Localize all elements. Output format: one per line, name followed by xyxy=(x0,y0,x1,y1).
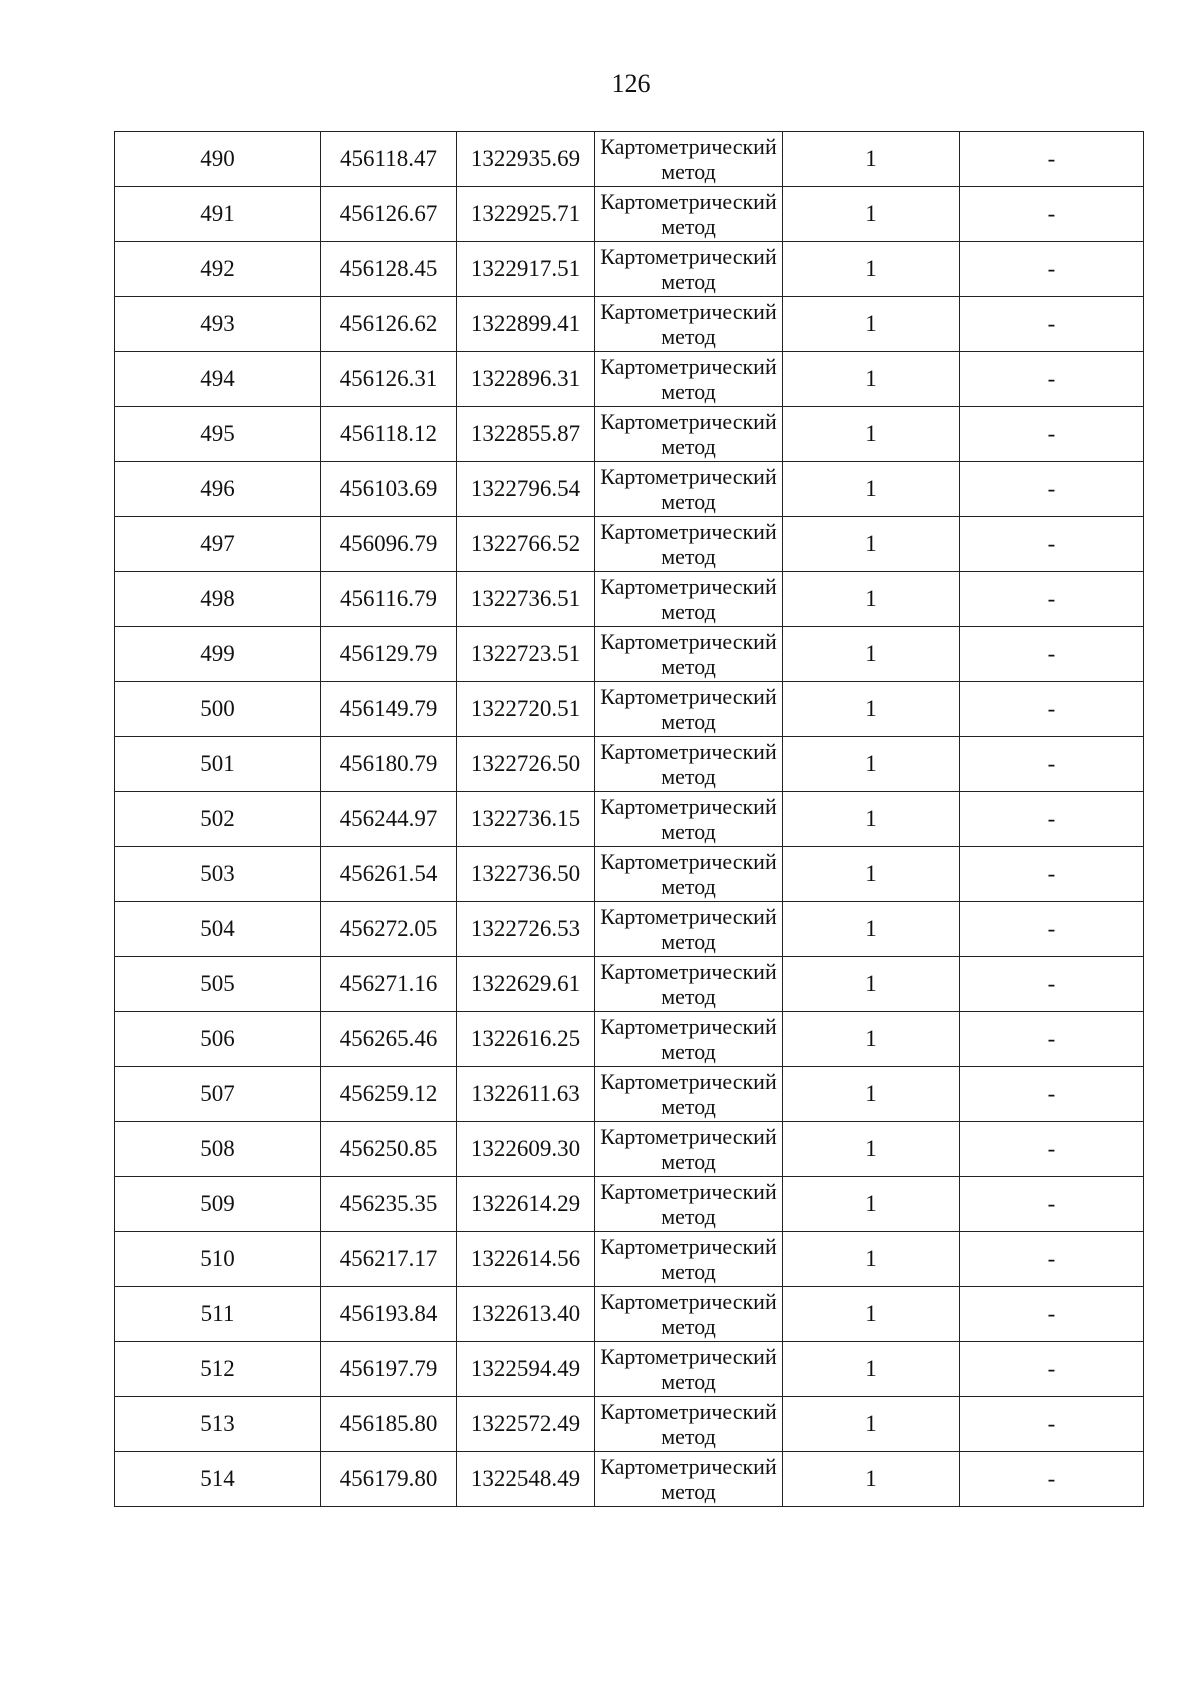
method-cell xyxy=(595,1452,783,1507)
x-coordinate-cell: 456118.47 xyxy=(321,132,457,187)
accuracy-cell: 1 xyxy=(783,462,960,517)
x-coordinate-cell: 456179.80 xyxy=(321,1452,457,1507)
table-row xyxy=(115,297,1144,352)
x-coordinate-cell: 456129.79 xyxy=(321,627,457,682)
method-text: Картометрический метод xyxy=(600,354,777,404)
note-cell: - xyxy=(960,792,1144,847)
y-coordinate-cell: 1322796.54 xyxy=(457,462,595,517)
y-coordinate-cell: 1322726.50 xyxy=(457,737,595,792)
point-number-cell: 492 xyxy=(115,242,321,297)
note-cell: - xyxy=(960,1012,1144,1067)
y-coordinate-cell: 1322720.51 xyxy=(457,682,595,737)
accuracy-cell: 1 xyxy=(783,627,960,682)
method-text: Картометрический метод xyxy=(600,1399,777,1449)
point-number-cell: 502 xyxy=(115,792,321,847)
accuracy-cell: 1 xyxy=(783,572,960,627)
accuracy-cell: 1 xyxy=(783,242,960,297)
note-cell: - xyxy=(960,517,1144,572)
note-cell: - xyxy=(960,957,1144,1012)
point-number-cell: 506 xyxy=(115,1012,321,1067)
point-number-cell: 494 xyxy=(115,352,321,407)
point-number-cell: 501 xyxy=(115,737,321,792)
x-coordinate-cell: 456265.46 xyxy=(321,1012,457,1067)
note-cell: - xyxy=(960,242,1144,297)
point-number-cell: 495 xyxy=(115,407,321,462)
method-text: Картометрический метод xyxy=(600,1344,777,1394)
note-cell: - xyxy=(960,352,1144,407)
method-text: Картометрический метод xyxy=(600,794,777,844)
coordinates-table xyxy=(114,131,1144,1507)
method-cell xyxy=(595,1232,783,1287)
y-coordinate-cell: 1322629.61 xyxy=(457,957,595,1012)
table-row xyxy=(115,187,1144,242)
note-cell: - xyxy=(960,737,1144,792)
point-number-cell: 508 xyxy=(115,1122,321,1177)
method-cell xyxy=(595,1122,783,1177)
note-cell: - xyxy=(960,1232,1144,1287)
x-coordinate-cell: 456128.45 xyxy=(321,242,457,297)
method-cell xyxy=(595,682,783,737)
table-row xyxy=(115,352,1144,407)
method-text: Картометрический метод xyxy=(600,409,777,459)
y-coordinate-cell: 1322723.51 xyxy=(457,627,595,682)
method-cell xyxy=(595,1397,783,1452)
x-coordinate-cell: 456197.79 xyxy=(321,1342,457,1397)
table-row xyxy=(115,572,1144,627)
note-cell: - xyxy=(960,1287,1144,1342)
method-cell xyxy=(595,187,783,242)
method-cell xyxy=(595,792,783,847)
method-cell xyxy=(595,1012,783,1067)
x-coordinate-cell: 456244.97 xyxy=(321,792,457,847)
table-row xyxy=(115,737,1144,792)
accuracy-cell: 1 xyxy=(783,1342,960,1397)
x-coordinate-cell: 456118.12 xyxy=(321,407,457,462)
y-coordinate-cell: 1322614.56 xyxy=(457,1232,595,1287)
method-text: Картометрический метод xyxy=(600,1069,777,1119)
table-row xyxy=(115,1452,1144,1507)
method-text: Картометрический метод xyxy=(600,739,777,789)
method-cell xyxy=(595,1067,783,1122)
table-row xyxy=(115,1122,1144,1177)
method-cell xyxy=(595,407,783,462)
method-text: Картометрический метод xyxy=(600,1454,777,1504)
y-coordinate-cell: 1322917.51 xyxy=(457,242,595,297)
method-cell xyxy=(595,462,783,517)
method-text: Картометрический метод xyxy=(600,189,777,239)
note-cell: - xyxy=(960,132,1144,187)
table-row xyxy=(115,682,1144,737)
method-text: Картометрический метод xyxy=(600,1234,777,1284)
accuracy-cell: 1 xyxy=(783,957,960,1012)
x-coordinate-cell: 456235.35 xyxy=(321,1177,457,1232)
y-coordinate-cell: 1322766.52 xyxy=(457,517,595,572)
x-coordinate-cell: 456185.80 xyxy=(321,1397,457,1452)
x-coordinate-cell: 456217.17 xyxy=(321,1232,457,1287)
method-text: Картометрический метод xyxy=(600,574,777,624)
x-coordinate-cell: 456272.05 xyxy=(321,902,457,957)
accuracy-cell: 1 xyxy=(783,297,960,352)
accuracy-cell: 1 xyxy=(783,132,960,187)
table-row xyxy=(115,1067,1144,1122)
point-number-cell: 496 xyxy=(115,462,321,517)
x-coordinate-cell: 456261.54 xyxy=(321,847,457,902)
x-coordinate-cell: 456126.62 xyxy=(321,297,457,352)
x-coordinate-cell: 456103.69 xyxy=(321,462,457,517)
accuracy-cell: 1 xyxy=(783,682,960,737)
method-text: Картометрический метод xyxy=(600,1014,777,1064)
point-number-cell: 513 xyxy=(115,1397,321,1452)
table-row xyxy=(115,1287,1144,1342)
method-cell xyxy=(595,957,783,1012)
coordinates-table-body xyxy=(115,132,1144,1507)
table-row xyxy=(115,462,1144,517)
point-number-cell: 509 xyxy=(115,1177,321,1232)
accuracy-cell: 1 xyxy=(783,352,960,407)
y-coordinate-cell: 1322736.50 xyxy=(457,847,595,902)
y-coordinate-cell: 1322611.63 xyxy=(457,1067,595,1122)
x-coordinate-cell: 456271.16 xyxy=(321,957,457,1012)
y-coordinate-cell: 1322614.29 xyxy=(457,1177,595,1232)
y-coordinate-cell: 1322548.49 xyxy=(457,1452,595,1507)
method-cell xyxy=(595,297,783,352)
accuracy-cell: 1 xyxy=(783,407,960,462)
x-coordinate-cell: 456259.12 xyxy=(321,1067,457,1122)
method-cell xyxy=(595,737,783,792)
point-number-cell: 504 xyxy=(115,902,321,957)
accuracy-cell: 1 xyxy=(783,737,960,792)
x-coordinate-cell: 456180.79 xyxy=(321,737,457,792)
method-text: Картометрический метод xyxy=(600,299,777,349)
note-cell: - xyxy=(960,682,1144,737)
method-cell xyxy=(595,1287,783,1342)
table-row xyxy=(115,1397,1144,1452)
table-row xyxy=(115,957,1144,1012)
y-coordinate-cell: 1322899.41 xyxy=(457,297,595,352)
note-cell: - xyxy=(960,1452,1144,1507)
note-cell: - xyxy=(960,1177,1144,1232)
note-cell: - xyxy=(960,1342,1144,1397)
point-number-cell: 499 xyxy=(115,627,321,682)
method-text: Картометрический метод xyxy=(600,244,777,294)
note-cell: - xyxy=(960,1397,1144,1452)
table-row xyxy=(115,1012,1144,1067)
accuracy-cell: 1 xyxy=(783,1122,960,1177)
method-cell xyxy=(595,847,783,902)
note-cell: - xyxy=(960,847,1144,902)
point-number-cell: 491 xyxy=(115,187,321,242)
note-cell: - xyxy=(960,462,1144,517)
accuracy-cell: 1 xyxy=(783,1067,960,1122)
method-text: Картометрический метод xyxy=(600,904,777,954)
point-number-cell: 490 xyxy=(115,132,321,187)
method-text: Картометрический метод xyxy=(600,1124,777,1174)
method-cell xyxy=(595,352,783,407)
accuracy-cell: 1 xyxy=(783,187,960,242)
x-coordinate-cell: 456250.85 xyxy=(321,1122,457,1177)
y-coordinate-cell: 1322935.69 xyxy=(457,132,595,187)
y-coordinate-cell: 1322726.53 xyxy=(457,902,595,957)
method-text: Картометрический метод xyxy=(600,464,777,514)
method-cell xyxy=(595,1342,783,1397)
method-text: Картометрический метод xyxy=(600,1289,777,1339)
accuracy-cell: 1 xyxy=(783,792,960,847)
note-cell: - xyxy=(960,902,1144,957)
method-text: Картометрический метод xyxy=(600,959,777,1009)
x-coordinate-cell: 456126.31 xyxy=(321,352,457,407)
note-cell: - xyxy=(960,407,1144,462)
x-coordinate-cell: 456096.79 xyxy=(321,517,457,572)
accuracy-cell: 1 xyxy=(783,1452,960,1507)
y-coordinate-cell: 1322572.49 xyxy=(457,1397,595,1452)
table-row xyxy=(115,407,1144,462)
note-cell: - xyxy=(960,187,1144,242)
method-cell xyxy=(595,1177,783,1232)
x-coordinate-cell: 456149.79 xyxy=(321,682,457,737)
note-cell: - xyxy=(960,627,1144,682)
point-number-cell: 511 xyxy=(115,1287,321,1342)
accuracy-cell: 1 xyxy=(783,517,960,572)
accuracy-cell: 1 xyxy=(783,1177,960,1232)
x-coordinate-cell: 456126.67 xyxy=(321,187,457,242)
y-coordinate-cell: 1322609.30 xyxy=(457,1122,595,1177)
note-cell: - xyxy=(960,1122,1144,1177)
page-number: 126 xyxy=(611,69,651,98)
method-text: Картометрический метод xyxy=(600,519,777,569)
method-text: Картометрический метод xyxy=(600,134,777,184)
point-number-cell: 510 xyxy=(115,1232,321,1287)
y-coordinate-cell: 1322736.15 xyxy=(457,792,595,847)
method-cell xyxy=(595,902,783,957)
accuracy-cell: 1 xyxy=(783,1012,960,1067)
y-coordinate-cell: 1322616.25 xyxy=(457,1012,595,1067)
method-cell xyxy=(595,242,783,297)
note-cell: - xyxy=(960,1067,1144,1122)
point-number-cell: 497 xyxy=(115,517,321,572)
y-coordinate-cell: 1322925.71 xyxy=(457,187,595,242)
y-coordinate-cell: 1322855.87 xyxy=(457,407,595,462)
method-cell xyxy=(595,627,783,682)
point-number-cell: 500 xyxy=(115,682,321,737)
x-coordinate-cell: 456116.79 xyxy=(321,572,457,627)
table-row xyxy=(115,1177,1144,1232)
accuracy-cell: 1 xyxy=(783,1232,960,1287)
accuracy-cell: 1 xyxy=(783,847,960,902)
accuracy-cell: 1 xyxy=(783,1397,960,1452)
table-row xyxy=(115,792,1144,847)
note-cell: - xyxy=(960,572,1144,627)
note-cell: - xyxy=(960,297,1144,352)
method-text: Картометрический метод xyxy=(600,1179,777,1229)
point-number-cell: 514 xyxy=(115,1452,321,1507)
point-number-cell: 505 xyxy=(115,957,321,1012)
y-coordinate-cell: 1322896.31 xyxy=(457,352,595,407)
point-number-cell: 498 xyxy=(115,572,321,627)
table-row xyxy=(115,242,1144,297)
point-number-cell: 503 xyxy=(115,847,321,902)
point-number-cell: 507 xyxy=(115,1067,321,1122)
table-row xyxy=(115,902,1144,957)
table-row xyxy=(115,517,1144,572)
y-coordinate-cell: 1322736.51 xyxy=(457,572,595,627)
table-row xyxy=(115,1342,1144,1397)
point-number-cell: 493 xyxy=(115,297,321,352)
table-row xyxy=(115,847,1144,902)
accuracy-cell: 1 xyxy=(783,1287,960,1342)
method-text: Картометрический метод xyxy=(600,684,777,734)
method-text: Картометрический метод xyxy=(600,849,777,899)
table-row xyxy=(115,627,1144,682)
method-cell xyxy=(595,132,783,187)
table-row xyxy=(115,1232,1144,1287)
point-number-cell: 512 xyxy=(115,1342,321,1397)
method-cell xyxy=(595,517,783,572)
y-coordinate-cell: 1322613.40 xyxy=(457,1287,595,1342)
method-text: Картометрический метод xyxy=(600,629,777,679)
table-row xyxy=(115,132,1144,187)
accuracy-cell: 1 xyxy=(783,902,960,957)
method-cell xyxy=(595,572,783,627)
x-coordinate-cell: 456193.84 xyxy=(321,1287,457,1342)
y-coordinate-cell: 1322594.49 xyxy=(457,1342,595,1397)
